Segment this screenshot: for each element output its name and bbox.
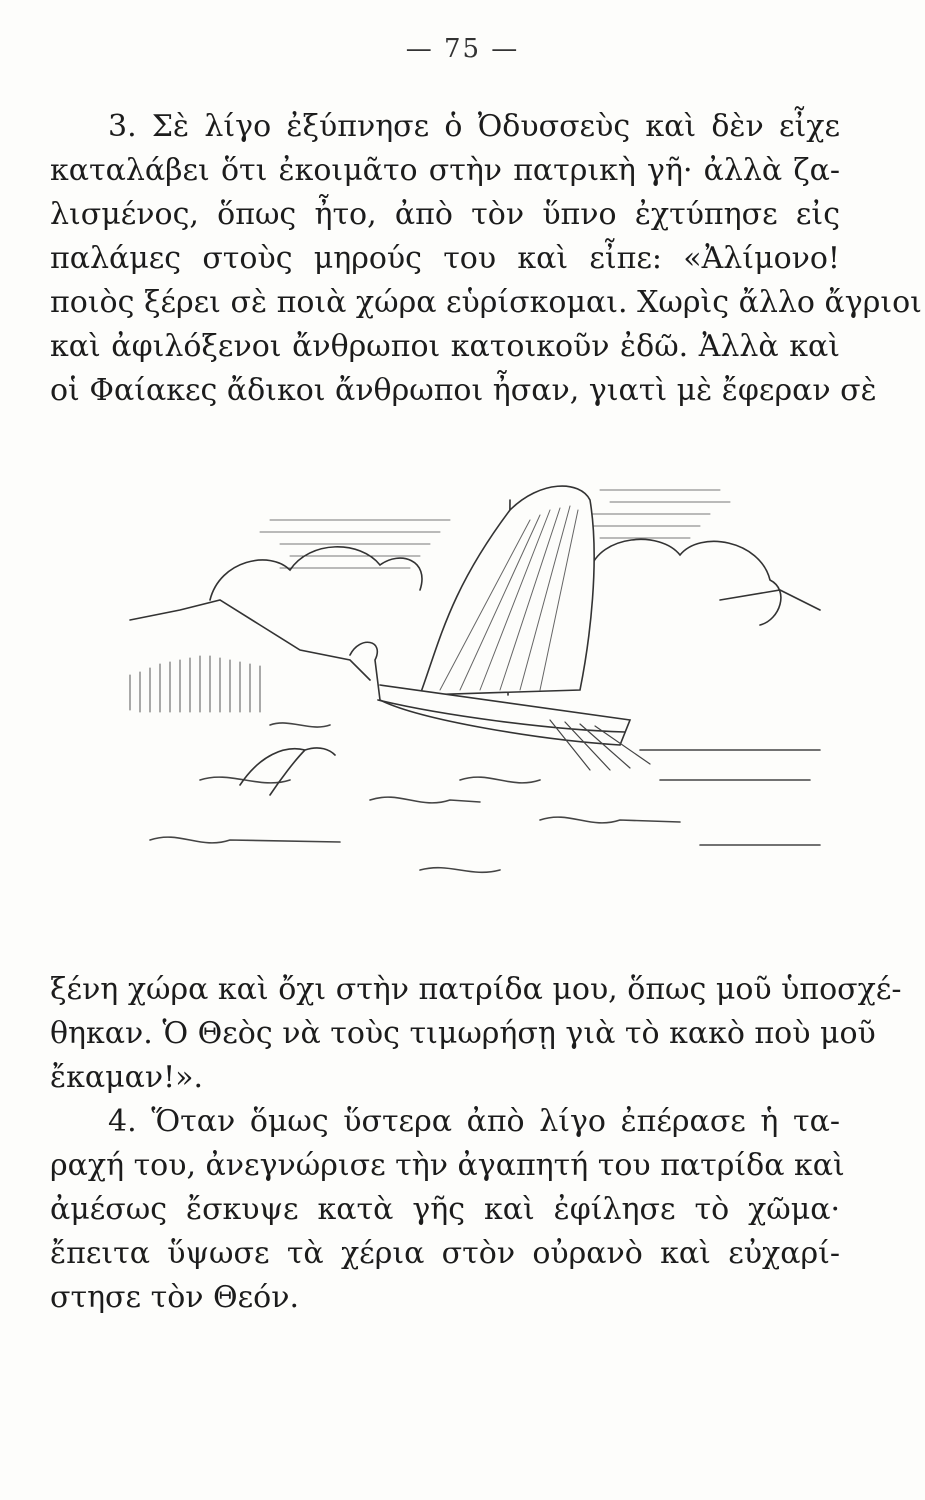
text-line: οἱ Φαίακες ἄδικοι ἄνθρωποι ἦσαν, γιατὶ μὲ ἔφεραν σὲ [50, 373, 877, 408]
text-line: ἔκαμαν!». [50, 1060, 204, 1095]
sail [420, 486, 594, 695]
text-line: 3. Σὲ λίγο ἐξύπνησε ὁ Ὀδυσσεὺς καὶ δὲν εἶχε [108, 109, 840, 144]
cloud-right [590, 539, 781, 625]
paragraph-3 [50, 1100, 845, 1320]
paragraph-1 [50, 105, 922, 413]
text-line: καταλάβει ὅτι ἐκοιμᾶτο στὴν πατρικὴ γῆ· ἀλλὰ ζα- [50, 153, 840, 188]
page-number: — 75 — [405, 34, 520, 64]
text-line: παλάμες στοὺς μηρούς του καὶ εἶπε: «Ἀλίμονο! [50, 241, 840, 276]
ship-illustration [120, 450, 840, 890]
coast-hatching [130, 656, 260, 712]
text-line: καὶ ἀφιλόξενοι ἄνθρωποι κατοικοῦν ἐδῶ. Ἀλλὰ καὶ [50, 329, 840, 364]
text-line: λισμένος, ὅπως ἦτο, ἀπὸ τὸν ὕπνο ἐχτύπησε εἰς [50, 197, 840, 232]
sea-waves [150, 723, 820, 872]
paragraph-2 [50, 968, 902, 1100]
text-line: ραχή του, ἀνεγνώρισε τὴν ἀγαπητή του πατρίδα καὶ [50, 1148, 845, 1183]
text-line: 4. Ὅταν ὅμως ὕστερα ἀπὸ λίγο ἐπέρασε ἡ τα- [108, 1104, 840, 1139]
text-line: στησε τὸν Θεόν. [50, 1280, 300, 1315]
text-line: ποιὸς ξέρει σὲ ποιὰ χώρα εὑρίσκομαι. Χωρὶς ἄλλο ἄγριοι [50, 285, 922, 320]
text-line: ἔπειτα ὕψωσε τὰ χέρια στὸν οὐρανὸ καὶ εὐχαρί- [50, 1236, 840, 1271]
text-line: ἀμέσως ἔσκυψε κατὰ γῆς καὶ ἐφίλησε τὸ χῶμα· [50, 1192, 840, 1227]
text-line: θηκαν. Ὁ Θεὸς νὰ τοὺς τιμωρήσῃ γιὰ τὸ κακὸ ποὺ μοῦ [50, 1016, 876, 1051]
text-line: ξένη χώρα καὶ ὄχι στὴν πατρίδα μου, ὅπως μοῦ ὑποσχέ- [50, 972, 902, 1007]
seagull [240, 748, 335, 795]
cloud-left [210, 547, 422, 600]
